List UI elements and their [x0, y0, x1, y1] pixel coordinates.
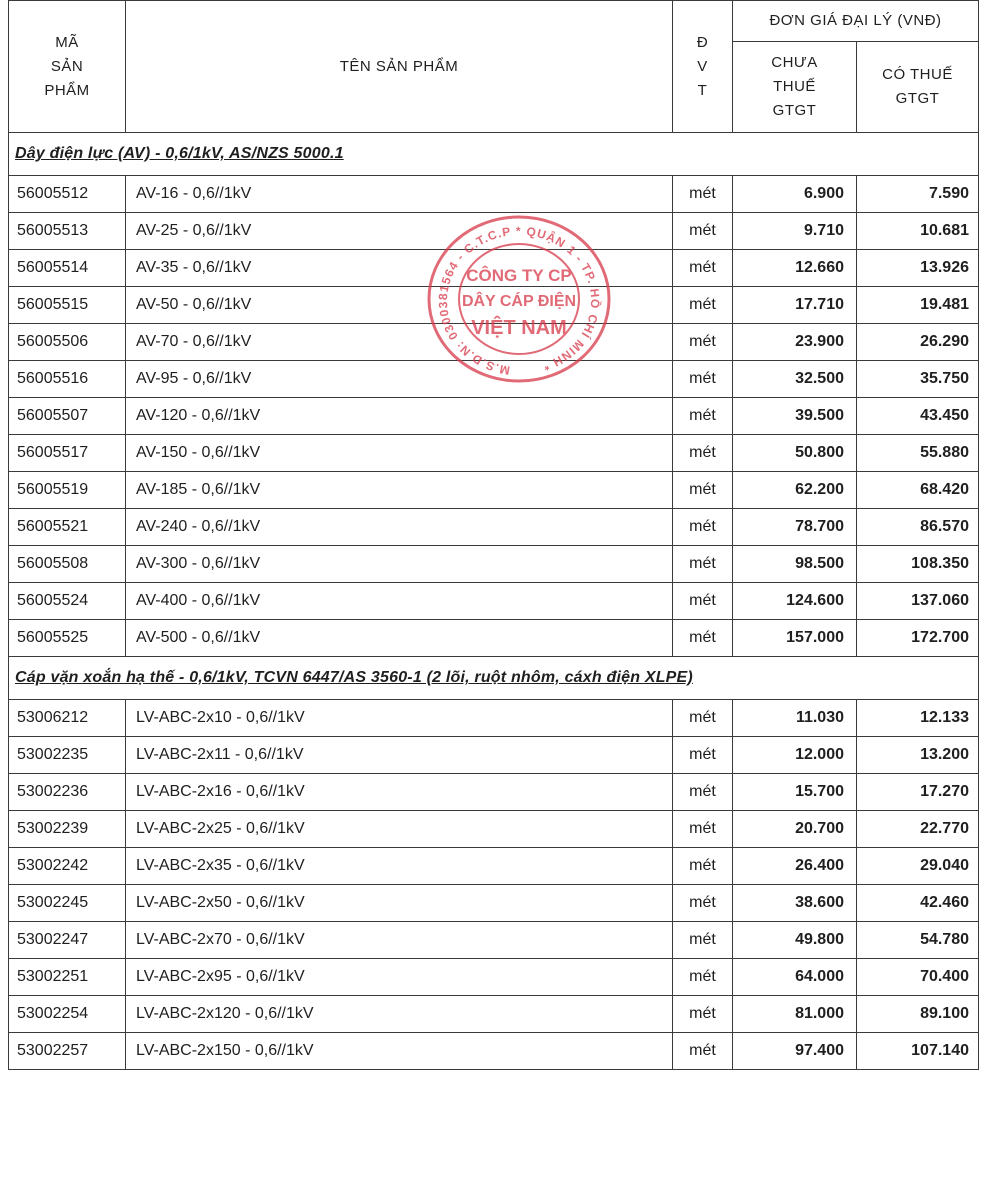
- cell-product-name: LV-ABC-2x70 - 0,6//1kV: [126, 922, 673, 959]
- cell-product-name: LV-ABC-2x10 - 0,6//1kV: [126, 700, 673, 737]
- cell-price-pre-tax: 38.600: [733, 885, 857, 922]
- cell-product-code: 56005506: [9, 324, 126, 361]
- cell-product-code: 56005521: [9, 509, 126, 546]
- cell-unit: mét: [673, 176, 733, 213]
- table-row: [9, 398, 979, 435]
- cell-product-code: 53002245: [9, 885, 126, 922]
- table-row: [9, 435, 979, 472]
- cell-product-code: 56005512: [9, 176, 126, 213]
- cell-price-pre-tax: 26.400: [733, 848, 857, 885]
- table-row: [9, 287, 979, 324]
- cell-product-name: LV-ABC-2x50 - 0,6//1kV: [126, 885, 673, 922]
- cell-product-name: AV-500 - 0,6//1kV: [126, 620, 673, 657]
- cell-unit: mét: [673, 583, 733, 620]
- cell-unit: mét: [673, 996, 733, 1033]
- table-row: [9, 811, 979, 848]
- cell-price-pre-tax: 81.000: [733, 996, 857, 1033]
- cell-price-pre-tax: 6.900: [733, 176, 857, 213]
- cell-price-pre-tax: 50.800: [733, 435, 857, 472]
- cell-unit: mét: [673, 213, 733, 250]
- cell-unit: mét: [673, 1033, 733, 1070]
- table-row: [9, 213, 979, 250]
- table-row: [9, 250, 979, 287]
- cell-product-name: AV-240 - 0,6//1kV: [126, 509, 673, 546]
- cell-price-pre-tax: 157.000: [733, 620, 857, 657]
- cell-product-name: LV-ABC-2x11 - 0,6//1kV: [126, 737, 673, 774]
- header-dealer-price: ĐƠN GIÁ ĐẠI LÝ (VNĐ): [733, 1, 979, 42]
- cell-price-with-tax: 70.400: [857, 959, 979, 996]
- cell-price-with-tax: 54.780: [857, 922, 979, 959]
- cell-price-with-tax: 55.880: [857, 435, 979, 472]
- cell-product-code: 56005514: [9, 250, 126, 287]
- cell-price-pre-tax: 9.710: [733, 213, 857, 250]
- cell-price-with-tax: 12.133: [857, 700, 979, 737]
- cell-unit: mét: [673, 922, 733, 959]
- cell-unit: mét: [673, 811, 733, 848]
- group-title: Cáp vặn xoắn hạ thế - 0,6/1kV, TCVN 6447/AS 3560-1 (2 lõi, ruột nhôm, cáxh điện XLPE): [9, 657, 979, 700]
- cell-price-with-tax: 42.460: [857, 885, 979, 922]
- cell-product-code: 56005519: [9, 472, 126, 509]
- cell-product-name: AV-150 - 0,6//1kV: [126, 435, 673, 472]
- cell-product-name: AV-50 - 0,6//1kV: [126, 287, 673, 324]
- cell-price-pre-tax: 64.000: [733, 959, 857, 996]
- table-row: [9, 472, 979, 509]
- table-row: [9, 509, 979, 546]
- cell-price-pre-tax: 39.500: [733, 398, 857, 435]
- cell-unit: mét: [673, 287, 733, 324]
- cell-product-code: 53002257: [9, 1033, 126, 1070]
- cell-product-name: LV-ABC-2x95 - 0,6//1kV: [126, 959, 673, 996]
- cell-price-with-tax: 26.290: [857, 324, 979, 361]
- table-row: [9, 959, 979, 996]
- cell-price-with-tax: 19.481: [857, 287, 979, 324]
- cell-price-pre-tax: 49.800: [733, 922, 857, 959]
- table-row: [9, 848, 979, 885]
- cell-price-with-tax: 89.100: [857, 996, 979, 1033]
- cell-price-with-tax: 13.926: [857, 250, 979, 287]
- table-row: [9, 922, 979, 959]
- cell-price-with-tax: 17.270: [857, 774, 979, 811]
- table-row: [9, 996, 979, 1033]
- cell-product-code: 56005516: [9, 361, 126, 398]
- cell-price-with-tax: 68.420: [857, 472, 979, 509]
- cell-product-code: 53002251: [9, 959, 126, 996]
- price-table-body: [9, 133, 979, 1070]
- cell-price-with-tax: 13.200: [857, 737, 979, 774]
- cell-price-pre-tax: 12.000: [733, 737, 857, 774]
- table-row: [9, 1033, 979, 1070]
- table-row: [9, 737, 979, 774]
- cell-product-code: 56005517: [9, 435, 126, 472]
- table-row: [9, 774, 979, 811]
- cell-unit: mét: [673, 700, 733, 737]
- cell-price-pre-tax: 32.500: [733, 361, 857, 398]
- cell-unit: mét: [673, 509, 733, 546]
- cell-unit: mét: [673, 472, 733, 509]
- header-price-pre-tax: CHƯA THUẾ GTGT: [733, 42, 857, 133]
- cell-product-code: 53006212: [9, 700, 126, 737]
- cell-price-with-tax: 35.750: [857, 361, 979, 398]
- cell-unit: mét: [673, 398, 733, 435]
- cell-price-pre-tax: 20.700: [733, 811, 857, 848]
- cell-product-code: 56005525: [9, 620, 126, 657]
- cell-price-with-tax: 137.060: [857, 583, 979, 620]
- cell-product-code: 53002254: [9, 996, 126, 1033]
- cell-price-with-tax: 10.681: [857, 213, 979, 250]
- cell-unit: mét: [673, 361, 733, 398]
- cell-price-with-tax: 29.040: [857, 848, 979, 885]
- cell-product-name: AV-25 - 0,6//1kV: [126, 213, 673, 250]
- cell-price-pre-tax: 12.660: [733, 250, 857, 287]
- cell-product-name: LV-ABC-2x25 - 0,6//1kV: [126, 811, 673, 848]
- table-row: [9, 324, 979, 361]
- cell-price-with-tax: 107.140: [857, 1033, 979, 1070]
- group-header-row: [9, 133, 979, 176]
- cell-price-pre-tax: 17.710: [733, 287, 857, 324]
- table-row: [9, 700, 979, 737]
- stamp-ring-text: M.S.D.N: 0300381564 - C.T.C.P * QUẬN 1 - TP. HỒ CHÍ MINH *: [435, 223, 603, 378]
- cell-unit: mét: [673, 435, 733, 472]
- cell-product-name: AV-95 - 0,6//1kV: [126, 361, 673, 398]
- price-list-sheet: [8, 0, 978, 1070]
- cell-unit: mét: [673, 885, 733, 922]
- cell-price-with-tax: 22.770: [857, 811, 979, 848]
- cell-price-pre-tax: 124.600: [733, 583, 857, 620]
- cell-price-with-tax: 43.450: [857, 398, 979, 435]
- table-row: [9, 176, 979, 213]
- cell-unit: mét: [673, 959, 733, 996]
- cell-product-code: 53002239: [9, 811, 126, 848]
- price-table: [8, 0, 979, 1070]
- table-row: [9, 361, 979, 398]
- cell-price-with-tax: 7.590: [857, 176, 979, 213]
- cell-price-pre-tax: 11.030: [733, 700, 857, 737]
- cell-price-pre-tax: 78.700: [733, 509, 857, 546]
- cell-product-code: 53002247: [9, 922, 126, 959]
- cell-product-name: LV-ABC-2x150 - 0,6//1kV: [126, 1033, 673, 1070]
- cell-price-pre-tax: 23.900: [733, 324, 857, 361]
- cell-product-code: 56005524: [9, 583, 126, 620]
- cell-price-with-tax: 86.570: [857, 509, 979, 546]
- cell-product-code: 53002242: [9, 848, 126, 885]
- cell-unit: mét: [673, 848, 733, 885]
- cell-product-name: AV-35 - 0,6//1kV: [126, 250, 673, 287]
- table-row: [9, 546, 979, 583]
- header-product-code: MÃ SẢN PHẨM: [9, 1, 126, 133]
- cell-product-name: AV-185 - 0,6//1kV: [126, 472, 673, 509]
- cell-price-pre-tax: 98.500: [733, 546, 857, 583]
- header-product-name: TÊN SẢN PHẨM: [126, 1, 673, 133]
- table-row: [9, 583, 979, 620]
- cell-product-name: LV-ABC-2x35 - 0,6//1kV: [126, 848, 673, 885]
- cell-product-name: AV-70 - 0,6//1kV: [126, 324, 673, 361]
- header-unit: Đ V T: [673, 1, 733, 133]
- cell-product-name: LV-ABC-2x16 - 0,6//1kV: [126, 774, 673, 811]
- cell-price-pre-tax: 15.700: [733, 774, 857, 811]
- cell-product-code: 53002235: [9, 737, 126, 774]
- cell-product-name: AV-120 - 0,6//1kV: [126, 398, 673, 435]
- table-row: [9, 620, 979, 657]
- cell-price-with-tax: 108.350: [857, 546, 979, 583]
- group-header-row: [9, 657, 979, 700]
- cell-unit: mét: [673, 620, 733, 657]
- cell-unit: mét: [673, 774, 733, 811]
- header-price-with-tax: CÓ THUẾ GTGT: [857, 42, 979, 133]
- stamp-line-3: VIỆT NAM: [471, 317, 567, 339]
- stamp-line-2: DÂY CÁP ĐIỆN: [461, 293, 577, 310]
- cell-unit: mét: [673, 250, 733, 287]
- cell-product-name: AV-300 - 0,6//1kV: [126, 546, 673, 583]
- cell-unit: mét: [673, 324, 733, 361]
- group-title: Dây điện lực (AV) - 0,6/1kV, AS/NZS 5000.1: [9, 133, 979, 176]
- stamp-line-1: CÔNG TY CP: [466, 266, 572, 285]
- cell-product-code: 53002236: [9, 774, 126, 811]
- table-row: [9, 885, 979, 922]
- cell-price-with-tax: 172.700: [857, 620, 979, 657]
- cell-product-name: AV-16 - 0,6//1kV: [126, 176, 673, 213]
- cell-product-code: 56005513: [9, 213, 126, 250]
- cell-product-code: 56005507: [9, 398, 126, 435]
- cell-price-pre-tax: 62.200: [733, 472, 857, 509]
- cell-unit: mét: [673, 737, 733, 774]
- cell-unit: mét: [673, 546, 733, 583]
- cell-product-name: AV-400 - 0,6//1kV: [126, 583, 673, 620]
- cell-price-pre-tax: 97.400: [733, 1033, 857, 1070]
- cell-product-code: 56005508: [9, 546, 126, 583]
- cell-product-name: LV-ABC-2x120 - 0,6//1kV: [126, 996, 673, 1033]
- cell-product-code: 56005515: [9, 287, 126, 324]
